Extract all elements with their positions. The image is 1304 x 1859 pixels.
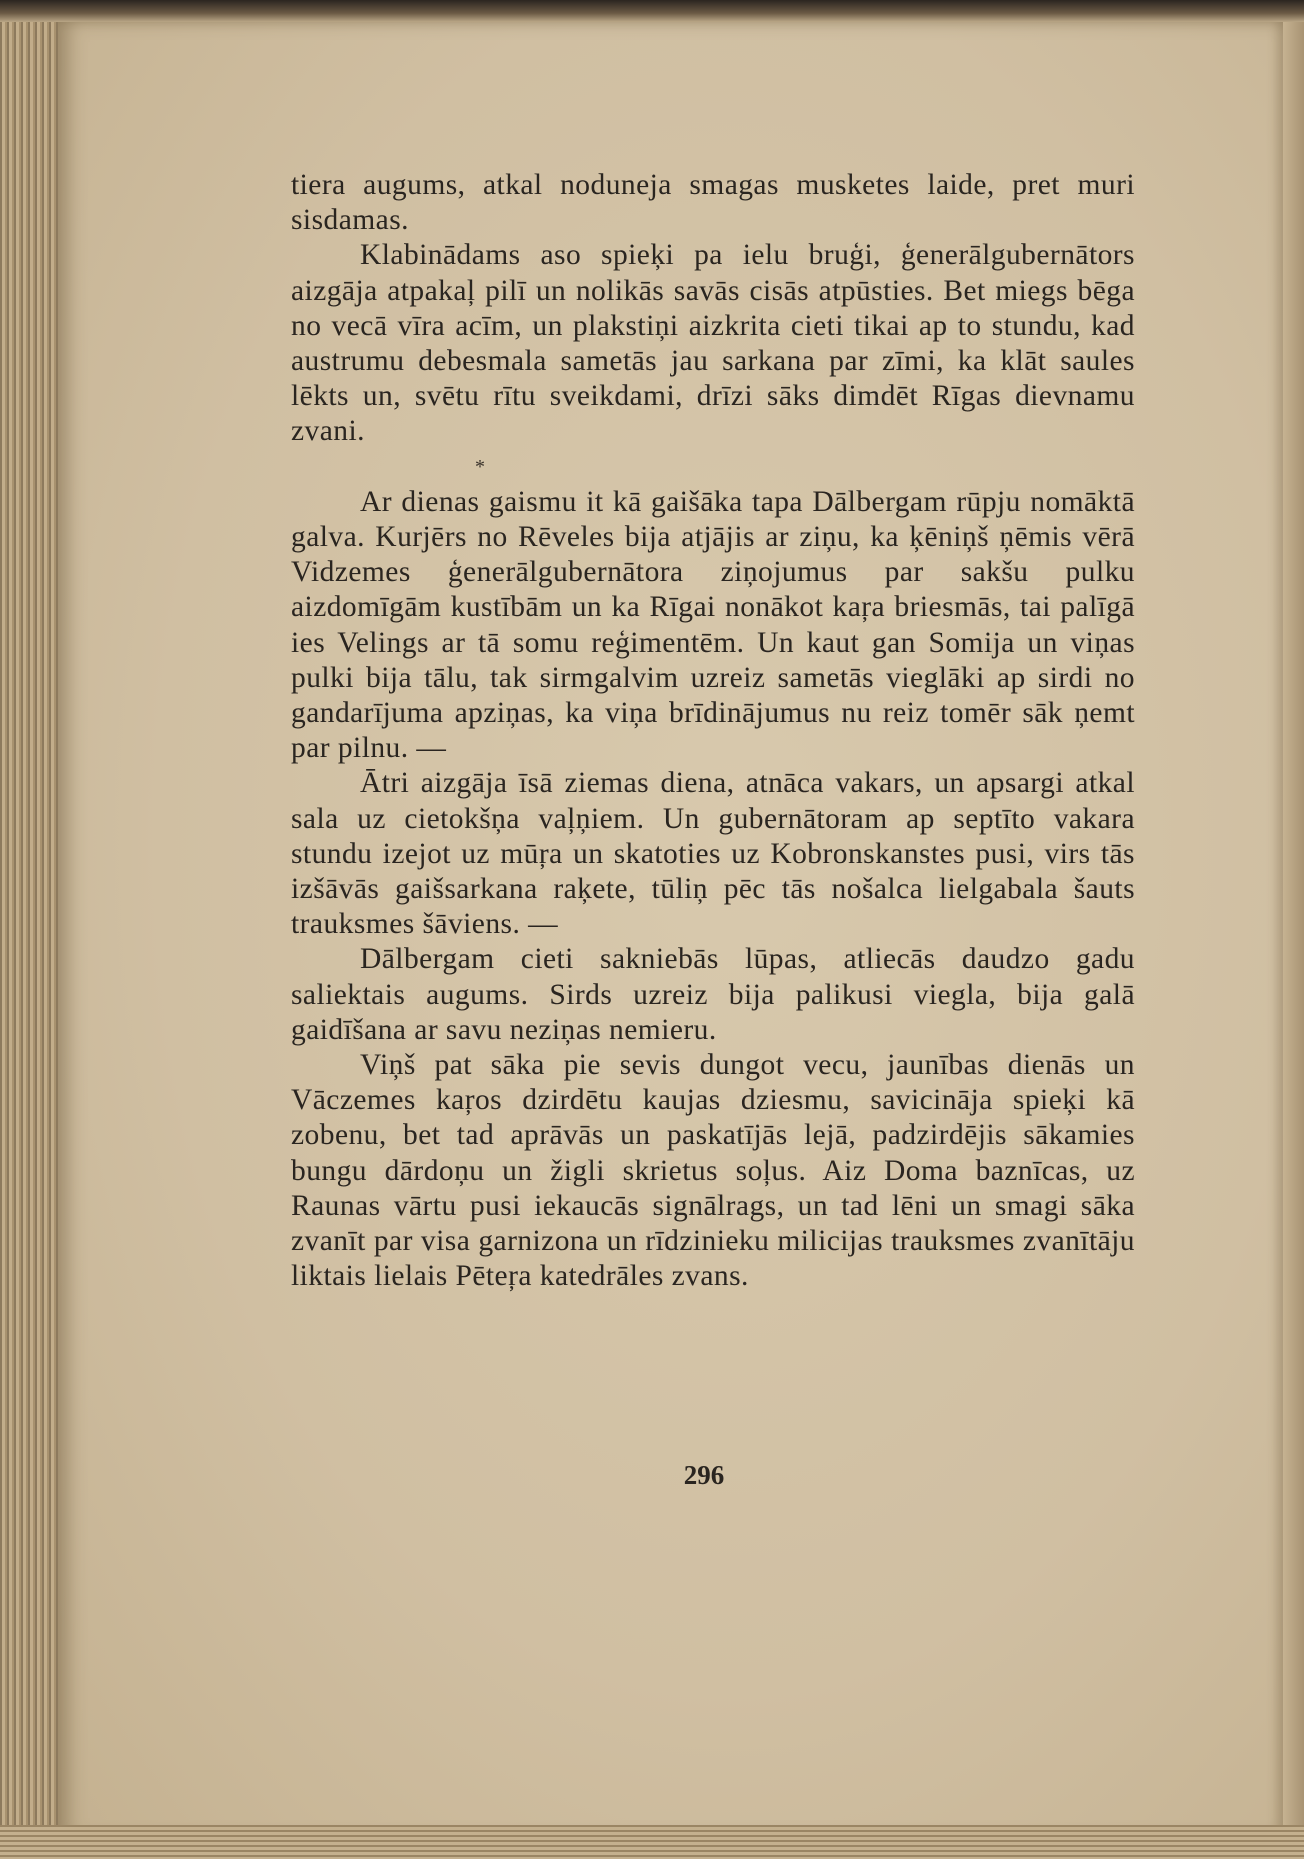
paragraph: tiera augums, atkal noduneja smagas musketes laide, pret muri sisdamas. [291,169,1135,237]
page-stack-left-edge [0,0,62,1859]
page-top-edge [0,0,1304,22]
page-stack-bottom-edge [0,1825,1304,1859]
body-text [291,168,1135,1295]
section-divider: * [475,455,486,478]
paragraph: Viņš pat sāka pie sevis dungot vecu, jaunības dienās un Vāczemes kaŗos dzirdētu kaujas dziesmu, savicināja spieķi kā zobenu, bet tad aprāvās un paskatījās lejā, padzirdējis sākamies bungu dārdoņu un žigli skrietus soļus. Aiz Doma baznīcas, uz Raunas vārtu pusi iekaucās signālrags, un tad lēni un smagi sāka zvanīt par visa garnizona un rīdzinieku milicijas trauksmes zvanītāju liktais lielais Pēteŗa katedrāles zvans. [291,1049,1135,1293]
page-number: 296 [683,1460,725,1490]
paragraph: Ar dienas gaismu it kā gaišāka tapa Dālbergam rūpju nomāktā galva. Kurjērs no Rēveles bija atjājis ar ziņu, ka ķēniņš ņēmis vērā Vidzemes ģenerālgubernātora ziņojumus par sakšu pulku aizdomīgām kustībām un ka Rīgai nonākot kaŗa briesmās, tai palīgā ies Velings ar tā somu reģimentēm. Un kaut gan Somija un viņas pulki bija tālu, tak sirmgalvim uzreiz sametās vieglāki ap sirdi no gandarījuma apziņas, ka viņa brīdinājumus nu reiz tomēr sāk ņemt par pilnu. — [291,485,1135,765]
page-right-edge [1282,0,1304,1859]
paragraph: Dālbergam cieti sakniebās lūpas, atliecās daudzo gadu saliektais augums. Sirds uzreiz bija palikusi viegla, bija galā gaidīšana ar savu neziņas nemieru. [291,943,1135,1046]
paragraph: Klabinādams aso spieķi pa ielu bruģi, ģenerālgubernātors aizgāja atpakaļ pilī un nolikās savās cisās atpūsties. Bet miegs bēga no vecā vīra acīm, un plakstiņi aizkrita cieti tikai ap to stundu, kad austrumu debesmala sametās jau sarkana par zīmi, ka klāt saules lēkts un, svētu rītu sveikdami, drīzi sāks dimdēt Rīgas dievnamu zvani. [291,239,1135,448]
paragraph: Ātri aizgāja īsā ziemas diena, atnāca vakars, un apsargi atkal sala uz cietokšņa vaļņiem. Un gubernātoram ap septīto vakara stundu izejot uz mūŗa un skatoties uz Kobronskanstes pusi, virs tās izšāvās gaišsarkana raķete, tūliņ pēc tās nošalca lielgabala šauts trauksmes šāviens. — [291,767,1135,941]
